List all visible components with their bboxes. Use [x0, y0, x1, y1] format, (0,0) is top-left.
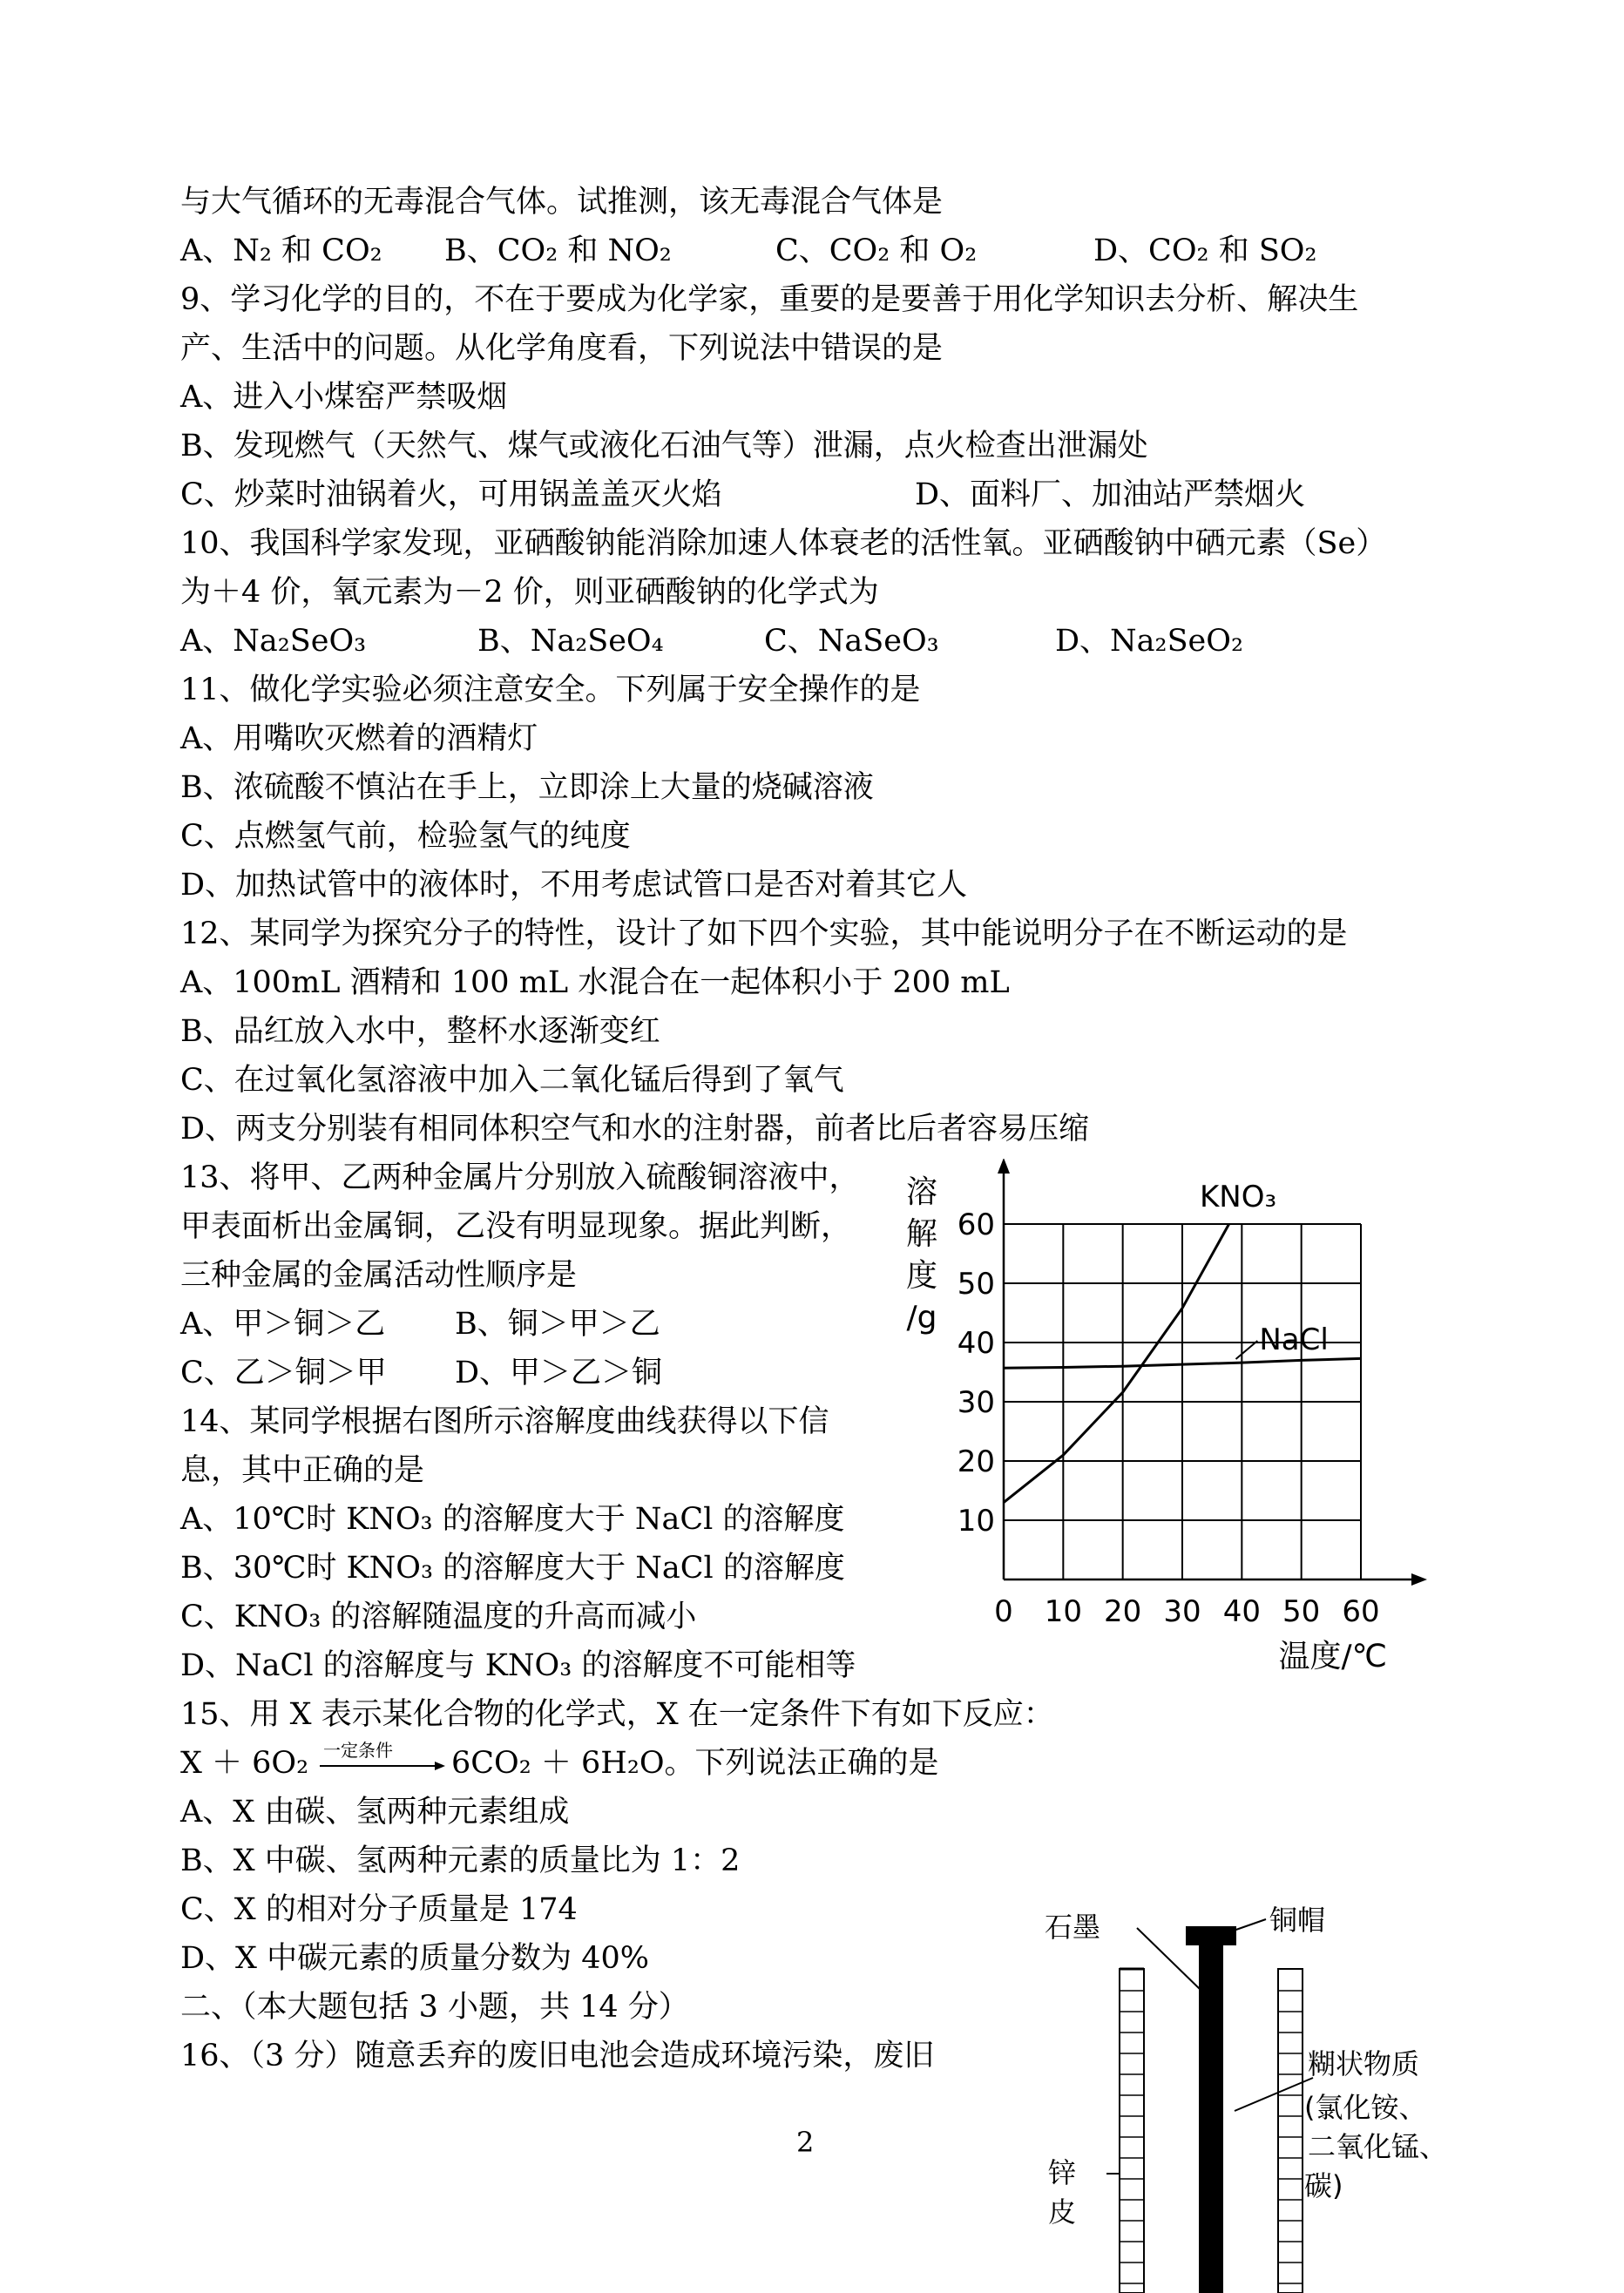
reaction-arrow	[318, 1741, 449, 1784]
option-q9-b: B、发现燃气（天然气、煤气或液化石油气等）泄漏，点火检查出泄漏处	[180, 429, 1148, 463]
equation-lhs: X ＋ 6O₂	[180, 1746, 309, 1781]
reaction-condition: 一定条件	[323, 1740, 393, 1761]
question-10: 10、我国科学家发现，亚硒酸钠能消除加速人体衰老的活性氧。亚硒酸钠中硒元素（Se）	[180, 526, 1387, 561]
y-tick-label: 10	[957, 1504, 995, 1539]
label-paste-detail-3: 碳)	[1304, 2169, 1343, 2202]
question-13: 13、将甲、乙两种金属片分别放入硫酸铜溶液中，	[180, 1160, 860, 1195]
question-12: 12、某同学为探究分子的特性，设计了如下四个实验，其中能说明分子在不断运动的是	[180, 917, 1348, 951]
option-q14-b: B、30℃时 KNO₃ 的溶解度大于 NaCl 的溶解度	[180, 1551, 845, 1586]
option-q10-d: D、Na₂SeO₂	[1055, 624, 1243, 659]
option-q10-b: B、Na₂SeO₄	[477, 624, 664, 659]
label-graphite: 石墨	[1045, 1911, 1101, 1944]
text-line: 为＋4 价，氧元素为－2 价，则亚硒酸钠的化学式为	[180, 575, 879, 610]
option-q8-c: C、CO₂ 和 O₂	[775, 233, 978, 268]
option-q12-a: A、100mL 酒精和 100 mL 水混合在一起体积小于 200 mL	[180, 965, 1010, 1000]
text-line: 息，其中正确的是	[180, 1453, 425, 1488]
section-heading: 二、（本大题包括 3 小题，共 14 分）	[180, 1990, 689, 2025]
y-tick-label: 20	[957, 1444, 995, 1479]
option-q14-d: D、NaCl 的溶解度与 KNO₃ 的溶解度不可能相等	[180, 1648, 856, 1683]
option-q13-a: A、甲＞铜＞乙	[180, 1307, 386, 1342]
option-q9-c: C、炒菜时油锅着火，可用锅盖盖灭火焰	[180, 477, 722, 512]
x-tick-label: 10	[1044, 1594, 1082, 1629]
option-q10-a: A、Na₂SeO₃	[180, 624, 367, 659]
option-q9-a: A、进入小煤窑严禁吸烟	[180, 380, 508, 415]
x-tick-label: 60	[1342, 1594, 1380, 1629]
option-q9-d: D、面料厂、加油站严禁烟火	[915, 477, 1306, 512]
chart-labels	[906, 1174, 1387, 1674]
option-q13-d: D、甲＞乙＞铜	[455, 1356, 663, 1390]
page-number: 2	[796, 2126, 815, 2159]
option-q11-c: C、点燃氢气前，检验氢气的纯度	[180, 819, 631, 854]
option-q8-b: B、CO₂ 和 NO₂	[444, 233, 672, 268]
x-axis-label: 温度/℃	[1278, 1639, 1387, 1674]
option-q12-b: B、品红放入水中，整杯水逐渐变红	[180, 1014, 660, 1049]
x-tick-label: 30	[1163, 1594, 1201, 1629]
x-tick-label: 40	[1222, 1594, 1261, 1629]
battery-diagram	[1032, 1895, 1485, 2293]
chart-grid	[1004, 1224, 1361, 1579]
option-q15-c: C、X 的相对分子质量是 174	[180, 1892, 578, 1927]
x-tick-label: 0	[994, 1594, 1013, 1629]
x-axis-arrow	[1411, 1573, 1427, 1586]
equation-rhs: 6CO₂ ＋ 6H₂O。下列说法正确的是	[451, 1746, 939, 1781]
question-11: 11、做化学实验必须注意安全。下列属于安全操作的是	[180, 673, 921, 707]
option-q13-c: C、乙＞铜＞甲	[180, 1356, 387, 1390]
x-tick-label: 50	[1282, 1594, 1321, 1629]
series-label: KNO₃	[1200, 1180, 1277, 1214]
battery-left-wall	[1120, 1969, 1144, 2293]
series-label: NaCl	[1259, 1322, 1329, 1357]
copper-cap	[1186, 1926, 1236, 1945]
graphite-rod	[1199, 1940, 1223, 2293]
label-zinc-1: 锌	[1048, 2156, 1077, 2189]
text-line: 三种金属的金属活动性顺序是	[180, 1258, 578, 1293]
y-axis-label: 解	[905, 1216, 938, 1252]
solubility-chart	[897, 1159, 1455, 1699]
label-zinc-2: 皮	[1048, 2195, 1077, 2229]
y-axis-label: 度	[905, 1258, 938, 1294]
y-tick-label: 50	[957, 1267, 995, 1302]
nacl-label-leader	[1236, 1341, 1258, 1359]
y-axis-arrow	[998, 1159, 1010, 1174]
question-9: 9、学习化学的目的，不在于要成为化学家，重要的是要善于用化学知识去分析、解决生	[180, 282, 1359, 317]
option-q13-b: B、铜＞甲＞乙	[455, 1307, 660, 1342]
y-tick-label: 30	[957, 1385, 995, 1420]
option-q12-c: C、在过氧化氢溶液中加入二氧化锰后得到了氧气	[180, 1063, 844, 1098]
option-q11-a: A、用嘴吹灭燃着的酒精灯	[180, 721, 538, 756]
y-tick-label: 60	[957, 1207, 995, 1242]
option-q8-a: A、N₂ 和 CO₂	[180, 233, 382, 268]
option-q8-d: D、CO₂ 和 SO₂	[1093, 233, 1317, 268]
text-line: 甲表面析出金属铜，乙没有明显现象。据此判断，	[180, 1209, 852, 1244]
option-q10-c: C、NaSeO₃	[764, 624, 939, 659]
question-14: 14、某同学根据右图所示溶解度曲线获得以下信	[180, 1404, 829, 1439]
y-axis-label: 溶	[905, 1174, 938, 1210]
question-16: 16、（3 分）随意丢弃的废旧电池会造成环境污染，废旧	[180, 2039, 935, 2073]
x-tick-label: 20	[1104, 1594, 1142, 1629]
chart-axes	[998, 1159, 1427, 1586]
label-paste-detail-1: (氯化铵、	[1304, 2091, 1427, 2124]
label-copper-cap: 铜帽	[1269, 1904, 1326, 1937]
y-tick-label: 40	[957, 1326, 995, 1361]
option-q11-d: D、加热试管中的液体时，不用考虑试管口是否对着其它人	[180, 868, 968, 903]
option-q15-b: B、X 中碳、氢两种元素的质量比为 1：2	[180, 1843, 741, 1878]
label-paste-detail-2: 二氧化锰、	[1308, 2130, 1448, 2163]
option-q15-a: A、X 由碳、氢两种元素组成	[180, 1795, 570, 1830]
y-axis-label: /g	[906, 1300, 937, 1336]
option-q14-c: C、KNO₃ 的溶解随温度的升高而减小	[180, 1600, 697, 1634]
question-15: 15、用 X 表示某化合物的化学式，X 在一定条件下有如下反应：	[180, 1697, 1054, 1732]
option-q15-d: D、X 中碳元素的质量分数为 40%	[180, 1941, 650, 1976]
option-q14-a: A、10℃时 KNO₃ 的溶解度大于 NaCl 的溶解度	[180, 1502, 845, 1537]
text-line: 与大气循环的无毒混合气体。试推测，该无毒混合气体是	[180, 185, 944, 220]
label-paste: 糊状物质	[1308, 2047, 1420, 2080]
text-line: 产、生活中的问题。从化学角度看，下列说法中错误的是	[180, 331, 944, 366]
battery-right-wall	[1278, 1969, 1303, 2293]
option-q12-d: D、两支分别装有相同体积空气和水的注射器，前者比后者容易压缩	[180, 1112, 1090, 1146]
option-q11-b: B、浓硫酸不慎沾在手上，立即涂上大量的烧碱溶液	[180, 770, 874, 805]
